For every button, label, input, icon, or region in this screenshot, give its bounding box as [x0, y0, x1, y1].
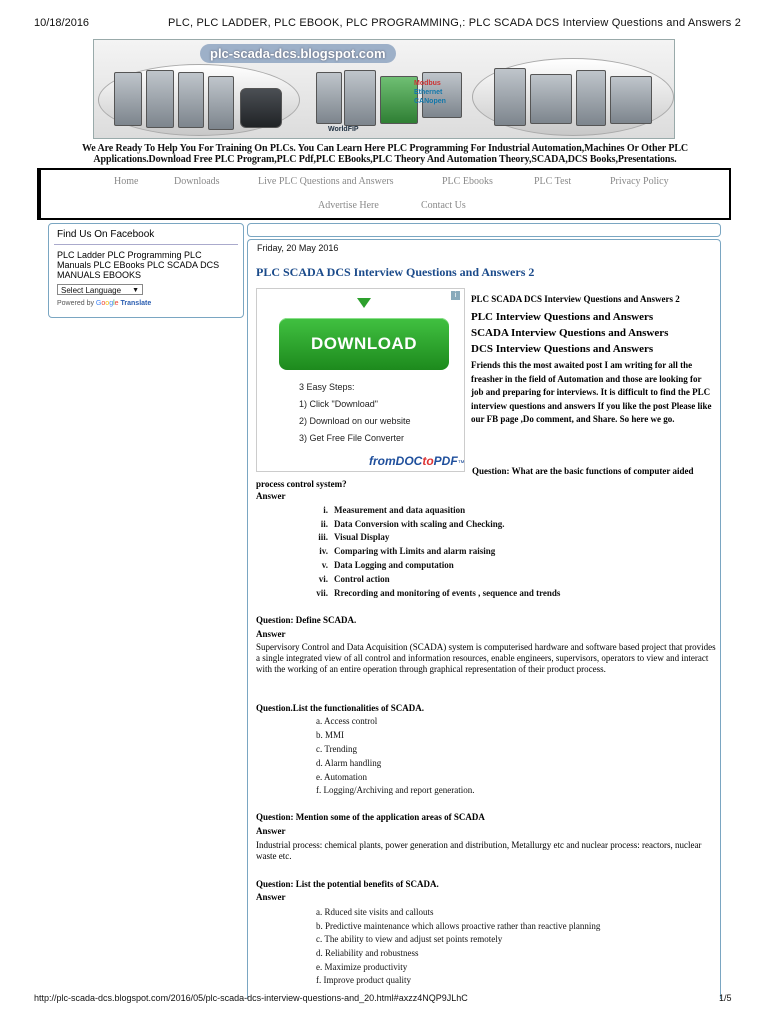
sidebar-text[interactable]: PLC Ladder PLC Programming PLC Manuals PLC EBooks PLC SCADA DCS MANUALS EBOOKS — [57, 250, 220, 280]
sidebar-title: Find Us On Facebook — [57, 229, 155, 240]
list-item: Rrecording and monitoring of events , sequence and trends — [334, 588, 561, 598]
intro-heading: SCADA Interview Questions and Answers — [471, 327, 669, 339]
list-item: c. The ability to view and adjust set points remotely — [316, 934, 503, 944]
logo-doc: DOC — [395, 454, 423, 468]
plc-unit-image — [610, 76, 652, 124]
answer-label: Answer — [256, 491, 286, 501]
list-item: f. Improve product quality — [316, 975, 411, 985]
logo-to: to — [422, 454, 434, 468]
list-item: Control action — [334, 574, 390, 584]
intro-heading: DCS Interview Questions and Answers — [471, 343, 654, 355]
question-heading: Question: Mention some of the application areas of SCADA — [256, 812, 485, 822]
plc-unit-image — [530, 74, 572, 124]
facebook-sidebar-widget — [48, 223, 244, 318]
post-title[interactable]: PLC SCADA DCS Interview Questions and Answers 2 — [256, 265, 535, 279]
nav-contact-us[interactable]: Contact Us — [421, 200, 466, 211]
answer-label: Answer — [256, 892, 286, 902]
ad-download-button[interactable]: DOWNLOAD — [279, 318, 449, 370]
brand-ethernet: Ethernet — [414, 89, 443, 96]
vfd-drive-image — [146, 70, 174, 128]
nav-downloads[interactable]: Downloads — [174, 176, 220, 187]
vfd-drive-image — [178, 72, 204, 128]
logo-from: from — [369, 454, 396, 468]
nav-home[interactable]: Home — [114, 176, 139, 187]
brand-canopen: CANopen — [414, 98, 446, 105]
ad-steps-title: 3 Easy Steps: — [299, 382, 355, 392]
list-item: b. Predictive maintenance which allows proactive rather than reactive planning — [316, 921, 601, 931]
question-heading: Question: Define SCADA. — [256, 615, 357, 625]
list-numeral: vii. — [316, 588, 328, 598]
advertisement[interactable] — [256, 288, 465, 472]
plc-unit-image — [494, 68, 526, 126]
google-translate-credit[interactable] — [57, 300, 151, 307]
list-item: Visual Display — [334, 532, 390, 542]
nav-live-plc-qa[interactable]: Live PLC Questions and Answers — [258, 176, 394, 187]
list-numeral: vi. — [318, 574, 328, 584]
google-logo-letter: G — [95, 300, 102, 307]
language-select-label: Select Language — [61, 286, 122, 295]
list-numeral: ii. — [320, 519, 328, 529]
list-item: b. MMI — [316, 730, 345, 740]
list-item: e. Automation — [316, 772, 367, 782]
list-numeral: i. — [323, 505, 328, 515]
plc-unit-image — [576, 70, 606, 126]
main-top-strip — [247, 223, 721, 237]
list-item: e. Maximize productivity — [316, 962, 408, 972]
nav-privacy-policy[interactable]: Privacy Policy — [610, 176, 669, 187]
nav-plc-ebooks[interactable]: PLC Ebooks — [442, 176, 493, 187]
answer-paragraph: Industrial process: chemical plants, power generation and distribution, Metallurgy etc and nuclear process: reactors, nuclear waste etc. — [256, 840, 702, 861]
plc-module-image — [344, 70, 376, 126]
site-tagline: We Are Ready To Help You For Training On PLCs. You Can Learn Here PLC Programming For Industrial Automation,Machines Or Other PLC Applications.Download Free PLC Program,PLC Pdf,PLC EBooks,PLC Theory And Automation Theory,SCADA,DCS Books,Presentations. — [81, 143, 689, 165]
plc-module-image — [316, 72, 342, 124]
banner-site-url: plc-scada-dcs.blogspot.com — [200, 44, 396, 63]
site-banner[interactable] — [93, 39, 675, 139]
servo-motor-image — [240, 88, 282, 128]
vfd-drive-image — [208, 76, 234, 130]
list-numeral: v. — [321, 560, 328, 570]
list-item: Data Logging and computation — [334, 560, 454, 570]
sidebar-divider — [54, 244, 238, 245]
google-logo-letter: g — [109, 300, 114, 307]
plc-rack-image — [380, 76, 418, 124]
list-item: a. Rduced site visits and callouts — [316, 907, 434, 917]
list-item: d. Reliability and robustness — [316, 948, 419, 958]
list-item: a. Access control — [316, 716, 378, 726]
dropdown-arrow-icon: ▼ — [132, 287, 139, 294]
answer-label: Answer — [256, 826, 286, 836]
post-date: Friday, 20 May 2016 — [257, 243, 339, 253]
logo-pdf: PDF — [433, 454, 458, 468]
list-numeral: iii. — [318, 532, 328, 542]
ad-step: 3) Get Free File Converter — [299, 433, 405, 443]
nav-advertise-here[interactable]: Advertise Here — [318, 200, 379, 211]
ad-step: 2) Download on our website — [299, 416, 411, 426]
print-date: 10/18/2016 — [34, 17, 90, 29]
vfd-drive-image — [114, 72, 142, 126]
print-page-title: PLC, PLC LADDER, PLC EBOOK, PLC PROGRAMMING,: PLC SCADA DCS Interview Questions and Answers 2 — [168, 17, 742, 29]
nav-plc-test[interactable]: PLC Test — [534, 176, 572, 187]
question-heading: Question: List the potential benefits of SCADA. — [256, 879, 439, 889]
list-item: c. Trending — [316, 744, 358, 754]
ad-steps — [299, 379, 411, 447]
intro-paragraph: Friends this the most awaited post I am writing for all the freasher in the field of Automation and those are looking for job and preparing for interviews. It is difficult to find the PLC interview questions and answers If you like the post Please like our FB page ,Do comment, and Share. So here we go. — [471, 360, 712, 424]
list-item: Measurement and data aquasition — [334, 505, 466, 515]
answer-label: Answer — [256, 629, 286, 639]
ad-step: 1) Click "Download" — [299, 399, 378, 409]
translate-label: Translate — [120, 300, 152, 307]
brand-modbus: Modbus — [414, 80, 441, 87]
intro-heading: PLC Interview Questions and Answers — [471, 311, 654, 323]
answer-paragraph: Supervisory Control and Data Acquisition (SCADA) system is computerised hardware and software based project that provides a single integrated view of all control and information resources, enable engineers, supervisors, operators to view and interact with the working of an entire operation through graphical representation of their product process. — [256, 642, 716, 674]
brand-worldfip: WorldFIP — [328, 126, 359, 133]
adchoices-icon[interactable]: i — [451, 291, 460, 300]
google-logo-letter: o — [101, 300, 106, 307]
question-heading: Question: What are the basic functions of computer aided process control system? — [256, 466, 694, 489]
google-logo-letter: o — [105, 300, 110, 307]
list-numeral: iv. — [319, 546, 328, 556]
list-item: Data Conversion with scaling and Checking. — [334, 519, 505, 529]
logo-tm: ™ — [457, 460, 465, 467]
print-footer-url: http://plc-scada-dcs.blogspot.com/2016/05/plc-scada-dcs-interview-questions-and_20.html#axzz4NQP9JLhC — [34, 993, 468, 1003]
google-logo-letter: l — [113, 300, 115, 307]
google-logo-letter: e — [114, 300, 119, 307]
list-item: f. Logging/Archiving and report generation. — [316, 785, 475, 795]
list-item: Comparing with Limits and alarm raising — [334, 546, 496, 556]
question-heading: Question.List the functionalities of SCADA. — [256, 703, 425, 713]
intro-small-title: PLC SCADA DCS Interview Questions and Answers 2 — [471, 294, 680, 304]
download-arrow-icon — [357, 298, 371, 308]
print-page-number: 1/5 — [719, 993, 732, 1003]
powered-by-label: Powered by — [57, 300, 94, 307]
language-select[interactable] — [57, 284, 143, 295]
list-item: d. Alarm handling — [316, 758, 382, 768]
